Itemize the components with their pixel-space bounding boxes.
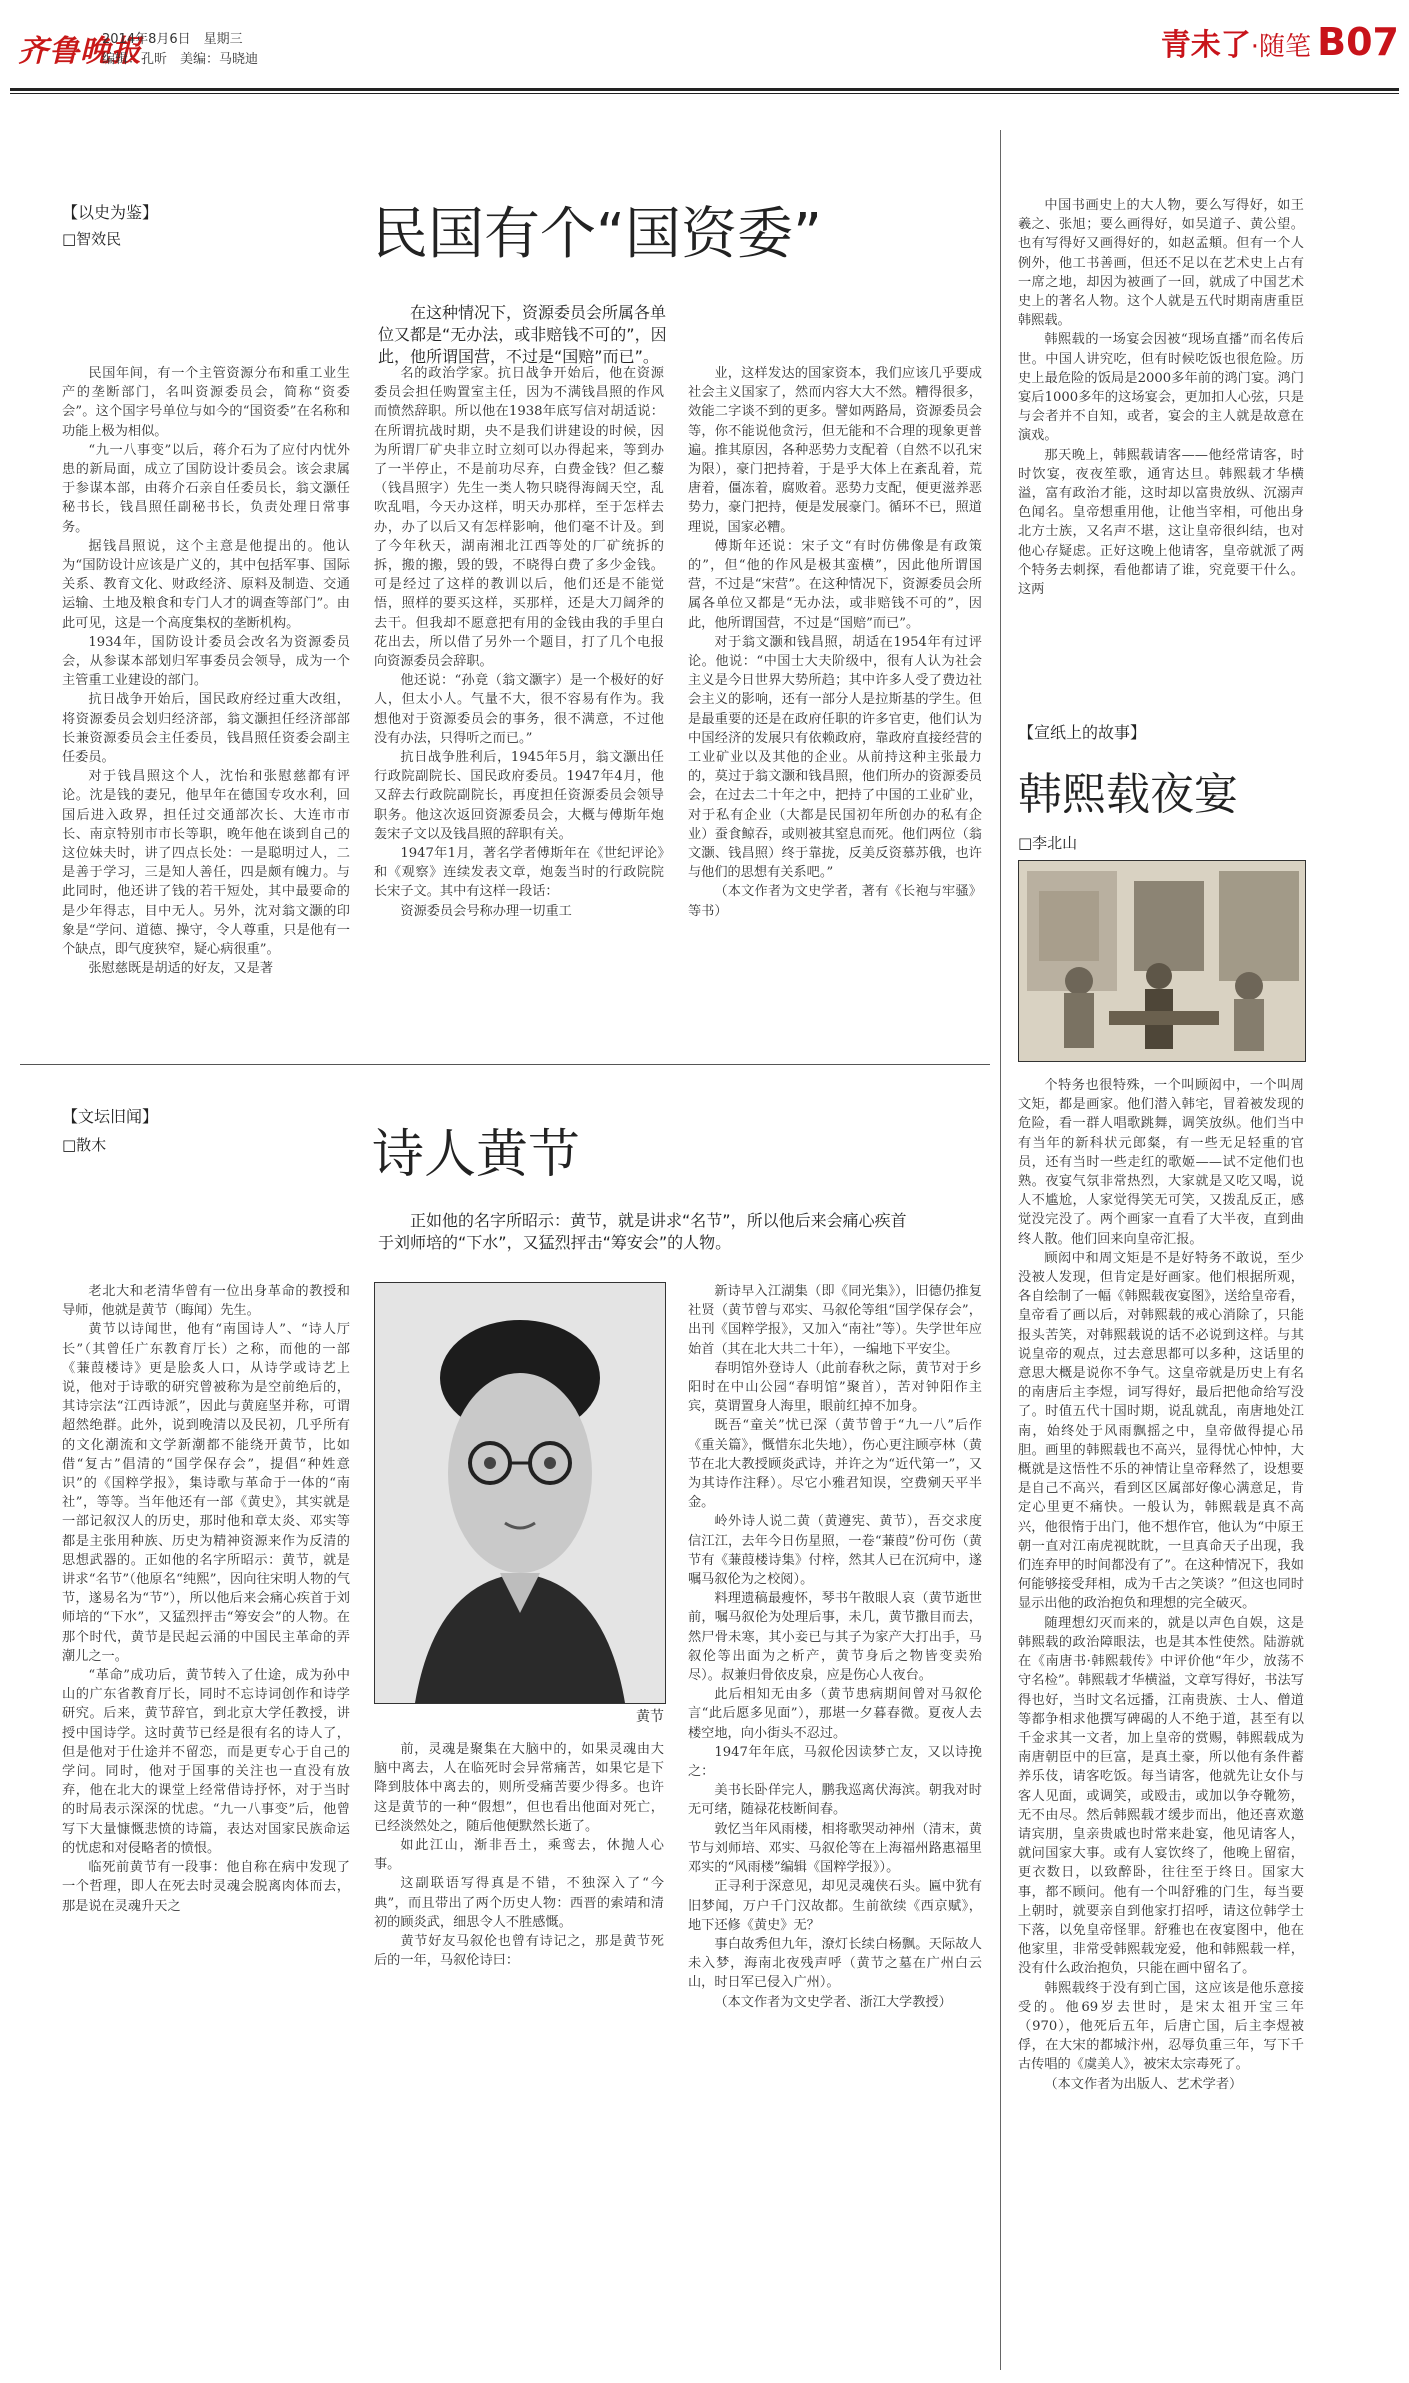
paragraph: 老北大和老清华曾有一位出身革命的教授和导师，他就是黄节（晦闻）先生。 [62,1284,350,1319]
article2-title: 韩熙载夜宴 [1018,769,1238,820]
article1-column-tag: 【以史为鉴】 [62,203,159,222]
paragraph: 资源委员会号称办理一切重工 [400,903,572,919]
article3-author: □散木 [62,1136,107,1154]
article1-column-2 [374,364,664,1054]
paragraph: 临死前黄节有一段事：他自称在病中发现了一个哲理，即人在死去时灵魂会脱离肉体而去，那是说在灵魂升天之 [62,1860,350,1914]
paragraph: 1934年，国防设计委员会改名为资源委员会，从参谋本部划归军事委员会领导，成为一个主管重工业建设的部门。 [62,634,350,689]
portrait-illustration [375,1283,665,1703]
paragraph: （本文作者为文史学者、浙江大学教授） [714,1994,952,2010]
paragraph: 正寻利于深意见，却见灵魂侠石头。匾中犹有旧梦闻，万户千门汉故都。生前欲续《西京赋》，地下还修《黄史》无？ [688,1879,982,1933]
section-heading [1161,20,1311,64]
paragraph: 抗日战争胜利后，1945年5月，翁文灏出任行政院副院长、国民政府委员。1947年4月，他又辞去行政院副院长，再度担任资源委员会领导职务。他这次返回资源委员会，大概与傅斯年炮轰宋子文以及钱昌照的辞职有关。 [374,750,664,842]
paragraph: 顾闳中和周文矩是不是好特务不敢说，至少没被人发现，但肯定是好画家。他们根据所观，各自绘制了一幅《韩熙载夜宴图》，送给皇帝看，皇帝看了画以后，对韩熙载的戒心消除了，只能报头苦笑，对韩熙载说的话不必说到这样。与其说皇帝的观点，过去意思都可以多种，这话里的意思大概是说你不争气。这皇帝就是历史上有名的南唐后主李煜，词写得好，最后把他命给写没了。时值五代十国时期，说乱就乱，南唐地处江南，始终处于风雨飘摇之中，皇帝做得提心吊胆。画里的韩熙载也不高兴，显得忧心忡忡，大概就是这悟性不乐的神情让皇帝释然了，设想要是自己不高兴，看到区区属部好像心满意足，肯定心里更不痛快。一般认为，韩熙载是真不高兴，他很惰于出门，他不想作官，他认为“中原王朝一直对江南虎视眈眈，一旦真命天子出现，我们连弃甲的时间都没有了”。在这种情况下，我如何能够接受拜相，成为千古之笑谈？”但这也同时显示出他的政治抱负和理想的完全破灭。 [1018,1250,1304,1612]
paragraph: 此后相知无由多（黄节患病期间曾对马叙伦言“此后愿多见面”），那堪一夕暮春微。夏夜人去楼空地，向小街头不忍过。 [688,1687,982,1741]
article3-column-3 [688,1282,982,2357]
paragraph: 随理想幻灭而来的，就是以声色自娱，这是韩熙载的政治障眼法，也是其本性使然。陆游就在《南唐书·韩熙载传》中评价他“年少，放荡不守名检”。韩熙载才华横溢，文章写得好，书法写得也好，当时文名远播，江南贵族、士人、僧道等都争相求他撰写碑碣的人不绝于道，甚至有以千金求其一文者，加上皇帝的赏赐，韩熙载成为南唐朝臣中的巨富，是真土豪，所以他有条件蓄养乐伎，请客吃饭。每当请客，他就先让女仆与客人见面，或调笑，或殴击，或加以争夺靴笏，无不由尽。然后韩熙载才缓步而出，他还喜欢邀请宾朋，皇亲贵戚也时常来赴宴，他见请客人，就问国家大事。或有人宴饮终了，他晚上留宿，更衣数日，以致醉卧，往往至于终日。国家大事，都不顾问。他有一个叫舒雅的门生，每当要上朝时，就要亲自到他家打招呼，请这位韩学士下落，以免皇帝怪罪。舒雅也在夜宴图中，他在他家里，非常受韩熙载宠爱，他和韩熙载一样，没有什么政治抱负，只能在画中留名了。 [1018,1615,1304,1977]
paragraph: 韩熙载终于没有到亡国，这应该是他乐意接受的。他69岁去世时，是宋太祖开宝三年（970），他死后五年，后唐亡国，后主李煜被俘，在大宋的都城汴州，忍辱负重三年，写下千古传唱的《虞美人》，被宋太宗毒死了。 [1018,1980,1304,2073]
paragraph: “九一八事变”以后，蒋介石为了应付内忧外患的新局面，成立了国防设计委员会。该会隶属于参谋本部，由蒋介石亲自任委员长，翁文灏任秘书长，钱昌照任副秘书长，负责处理日常事务。 [62,442,350,535]
painting-illustration [1019,861,1305,1061]
paragraph: 名的政治学家。抗日战争开始后，他在资源委员会担任购置室主任，因为不满钱昌照的作风而愤然辞职。所以他在1938年底写信对胡适说：在所谓抗战时期，央不是我们讲建设的时候，因为所谓厂矿央非立时立刻可以办得起来，等到办了一半停止，不是前功尽弃，白费金钱？但乙藜（钱昌照字）先生一类人物只晓得海阔天空，乱吹乱唱，今天办这样，明天办那样，至于怎样去办，办了以后又有怎样影响，他们毫不计及。到了今年秋天，湖南湘北江西等处的厂矿统拆的拆，搬的搬，毁的毁，不晓得白费了多少金钱。可是经过了这样的教训以后，他们还是不能觉悟，照样的要买这样，买那样，还是大刀阔斧的去干。但我却不愿意把有用的金钱由我的手里白花出去，所以借了另外一个题目，打了几个电报向资源委员会辞职。 [374,366,664,670]
article1-lead: 在这种情况下，资源委员会所属各单位又都是“无办法，或非赔钱不可的”，因此，他所谓国营，不过是“国赔”而已”。 [378,303,667,366]
section-subname: ·随笔 [1250,32,1311,62]
article2-column-tag: 【宣纸上的故事】 [1018,723,1147,742]
section-divider [1000,130,1001,2370]
paragraph: “革命”成功后，黄节转入了仕途，成为孙中山的广东省教育厅长，同时不忘诗词创作和诗学研究。后来，黄节辞官，到北京大学任教授，讲授中国诗学。这时黄节已经是很有名的诗人了，但是他对于仕途并不留恋，而是更专心于自己的学问。同时，他对于国事的关注也一直没有放弃，他在北大的课堂上经常借诗抒怀，对于当时的时局表示深深的忧虑。“九一八事变”后，他曾写下大量慷慨悲愤的诗篇，表达对国家民族命运的忧虑和对侵略者的愤恨。 [62,1668,350,1856]
paragraph: 黄节以诗闻世，他有“南国诗人”、“诗人厅长”（其曾任广东教育厅长）之称，而他的一部《蒹葭楼诗》更是脍炙人口，从诗学或诗艺上说，他对于诗歌的研究曾被称为是空前绝后的，其诗宗法“江西诗派”，因此与黄庭坚并称，可谓超然绝群。此外，说到晚清以及民初，几乎所有的文化潮流和文学新潮都不能绕开黄节，比如借“复古”倡清的“国学保存会”，提倡“种姓意识”的《国粹学报》，集诗歌与革命于一体的“南社”，等等。当年他还有一部《黄史》，其实就是一部记叙汉人的历史，那时他和章太炎、邓实等都是主张用种族、历史为精神资源来作为反清的思想武器的。正如他的名字所昭示：黄节，就是讲求“名节”（他原名“纯熙”，因向往宋明人物的气节，遂易名为“节”），所以他后来会痛心疾首于刘师培的“下水”，又猛烈抨击“筹安会”的人物。在那个时代，黄节是民起云涌的中国民主革命的弄潮儿之一。 [62,1322,350,1664]
paragraph: 岭外诗人说二黄（黄遵宪、黄节），吾交求度信江江，去年今日伤星照，一卷“蒹葭”份可伤（黄节有《蒹葭楼诗集》付梓，然其人已在沉疴中，遂嘱马叙伦为之校阅）。 [688,1514,982,1588]
article2-author: □李北山 [1018,834,1078,852]
editor-credit: 编辑：孔昕 美编：马晓迪 [102,52,259,67]
huang-jie-portrait [374,1282,666,1704]
article2-column [1018,1076,1304,2356]
portrait-caption: 黄节 [636,1709,664,1725]
paragraph: 1947年1月，著名学者傅斯年在《世纪评论》和《观察》连续发表文章，炮轰当时的行政院院长宋子文。其中有这样一段话： [374,846,664,900]
paragraph: 这副联语写得真是不错，不独深入了“今典”，而且带出了两个历史人物：西晋的索靖和清初的顾炎武，细思令人不胜感慨。 [374,1876,664,1930]
paragraph: 韩熙载的一场宴会因被“现场直播”而名传后世。中国人讲究吃，但有时候吃饭也很危险。历史上最危险的饭局是2000多年前的鸿门宴。鸿门宴后1000多年的这场宴会，更加扣人心弦，只是与会者并不自知，或者，宴会的主人就是故意在演戏。 [1018,332,1304,444]
paragraph: （本文作者为出版人、艺术学者） [1044,2076,1243,2092]
paragraph: 前，灵魂是聚集在大脑中的，如果灵魂由大脑中离去，人在临死时会异常痛苦，如果它是下降到肢体中离去的，则所受痛苦要少得多。也许这是黄节的一种“假想”，但也看出他面对死亡，已经淡然处之，随后他便默然长逝了。 [374,1742,664,1834]
paragraph: 对于钱昌照这个人，沈怡和张慰慈都有评论。沈是钱的妻兄，他早年在德国专攻水利，回国后进入政界，担任过交通部次长、大连市市长、南京特别市市长等职，晚年他在谈到自己的这位妹夫时，讲了四点长处：一是聪明过人，二是善于学习，三是知人善任，四是颇有魄力。与此同时，他还讲了钱的若干短处，其中最要命的是少年得志，目中无人。另外，沈对翁文灏的印象是“学问、道德、操守，令人尊重，只是他有一个缺点，即气度狭窄，疑心病很重”。 [62,769,350,958]
article3-column-tag: 【文坛旧闻】 [62,1107,159,1126]
paragraph: 敦忆当年风雨楼，相将歌哭动神州（清末，黄节与刘师培、邓实、马叙伦等在上海福州路惠福里邓实的“风雨楼”编辑《国粹学报》）。 [688,1821,982,1876]
paragraph: 业，这样发达的国家资本，我们应该几乎要成社会主义国家了，然而内容大大不然。糟得很多，效能二字谈不到的更多。譬如两路局，资源委员会等，你不能说他贪污，但无能和不合理的现象更普遍。推其原因，各种恶势力支配着（自然不以孔宋为限），豪门把持着，于是乎大体上在紊乱着，荒唐着，僵冻着，腐败着。恶势力支配，便更滋养恶势力，豪门把持，便是发展豪门。循环不已，照道理说，国家必糟。 [688,366,982,535]
article1-author: □智效民 [62,230,122,248]
paragraph: （本文作者为文史学者，著有《长袍与牢骚》等书） [688,884,982,919]
paragraph: 春明馆外登诗人（此前春秋之际，黄节对于乡阳时在中山公园“春明馆”聚首），苦对钟阳作主宾，莫谓置身人海里，眼前红掉不加身。 [688,1360,982,1415]
newspaper-logo: 齐鲁晚报 [18,34,142,69]
paragraph: 如此江山，渐非吾土，乘鸾去，休抛人心事。 [374,1838,664,1873]
paragraph: 1947年年底，马叙伦因读梦亡友，又以诗挽之： [688,1744,982,1780]
paragraph: 那天晚上，韩熙载请客——他经常请客，时时饮宴，夜夜笙歌，通宵达旦。韩熙载才华横溢，富有政治才能，这时却以富贵放纵、沉溺声色闻名。皇帝想重用他，让他当宰相，可他出身北方士族，又名声不堪，这让皇帝很纠结，也对他心存疑虑。正好这晚上他请客，皇帝就派了两个特务去刺探，看他都请了谁，究竟要干什么。这两 [1018,447,1304,598]
page-number: B07 [1317,20,1399,64]
paragraph: 张慰慈既是胡适的好友，又是著 [88,961,274,977]
paragraph: 黄节好友马叙伦也曾有诗记之，那是黄节死后的一年，马叙伦诗曰： [374,1934,664,1969]
paragraph: 中国书画史上的大人物，要么写得好，如王羲之、张旭；要么画得好，如吴道子、黄公望。也有写得好又画得好的，如赵孟頫。但有一个人例外，他工书善画，但还不足以在艺术史上占有一席之地，却因为被画了一回，就成了中国艺术史上的著名人物。这个人就是五代时期南唐重臣韩熙载。 [1018,198,1304,329]
paragraph: 他还说：“孙竟（翁文灏字）是一个极好的好人，但太小人。气量不大，很不容易有作为。我想他对于资源委员会的事务，很不满意，不过他没有办法，只得听之而已。” [374,673,664,746]
header-rule [10,88,1399,91]
paragraph: 抗日战争开始后，国民政府经过重大改组，将资源委员会划归经济部，翁文灏担任经济部部长兼资源委员会主任委员，钱昌照任资委会副主任委员。 [62,692,350,766]
paragraph: 美书长卧佯完人，鹏我巡离伏海滨。朝我对时无可绪，随禄花枝断间春。 [688,1783,982,1818]
article-divider [20,1064,990,1065]
article3-lead: 正如他的名字所昭示：黄节，就是讲求“名节”，所以他后来会痛心疾首于刘师培的“下水”，又猛烈抨击“筹安会”的人物。 [378,1211,907,1252]
paragraph: 既吾“童关”忧已深（黄节曾于“九一八”后作《重关篇》，慨惜东北失地），伤心更注顾亭林（黄节在北大教授顾炎武诗，并许之为“近代第一”，又为其诗作注释）。尽它小雅君知误，空费剜天平半金。 [688,1418,982,1511]
paragraph: 事白故秀但九年，潦灯长续白杨飘。天际故人未入梦，海南北夜残声呼（黄节之墓在广州白云山，时日军已侵入广州）。 [688,1936,982,1991]
paragraph: 傅斯年还说：宋子文“有时仿佛像是有政策的”，但“他的作风是极其蛮横”，因此他所谓国营，不过是“宋营”。在这种情况下，资源委员会所属各单位又都是“无办法，或非赔钱不可的”，因此，他所谓国营，不过是“国赔”而已”。 [688,538,982,631]
paragraph: 料理遗稿最瘦怀，琴书午散眼人哀（黄节逝世前，嘱马叙伦为处理后事，未几，黄节撒目而去，然尸骨未寒，其小妾已与其子为家产大打出手，马叙伦等出面为之析产，黄节身后之物皆变卖殆尽）。叔兼归骨依皮泉，应是伤心人夜台。 [688,1591,982,1684]
section-name: 青未了 [1160,28,1251,63]
paragraph: 民国年间，有一个主管资源分布和重工业生产的垄断部门，名叫资源委员会，简称“资委会”。这个国字号单位与如今的“国资委”在名称和功能上极为相似。 [62,366,350,439]
article3-title: 诗人黄节 [372,1125,581,1185]
article3-column-2 [374,1740,664,2357]
article1-column-3 [688,364,982,1054]
article1-title: 民国有个“国资委” [372,202,823,267]
paragraph: 对于翁文灏和钱昌照，胡适在1954年有过评论。他说：“中国士大夫阶级中，很有人认为社会主义是今日世界大势所趋；其中许多人受了费边社会主义的影响，还有一部分人是拉斯基的学生。但是最重要的还是在政府任职的许多官吏，他们认为中国经济的发展只有依赖政府，靠政府直接经营的工业矿业以及其他的企业。从前持这种主张最力的，莫过于翁文灏和钱昌照，他们所办的资源委员会，在过去二十年之中，把持了中国的工业矿业，对于私有企业（大都是民国初年所创办的私有企业）蚕食鲸吞，或则被其窒息而死。他们两位（翁文灏、钱昌照）终于靠拢，反美反资慕苏俄，也许与他们的思想有关系吧。” [688,634,982,881]
article1-column-1 [62,364,350,1054]
issue-date: 2014年8月6日 星期三 [102,32,243,47]
night-revels-painting [1018,860,1306,1062]
paragraph: 据钱昌照说，这个主意是他提出的。他认为“国防设计应该是广义的，其中包括军事、国际关系、教育文化、财政经济、原料及制造、交通运输、土地及粮食和专门人才的调查等部门”。由此可见，这是一个高度集权的垄断机构。 [62,538,350,631]
paragraph: 新诗早入江湖集（即《同光集》），旧德仍推复社贤（黄节曾与邓实、马叙伦等组“国学保存会”，出刊《国粹学报》，又加入“南社”等）。失学世年应始首（其在北大共二十年），一编地下平安尘。 [688,1284,982,1357]
paragraph: 个特务也很特殊，一个叫顾闳中，一个叫周文矩，都是画家。他们潜入韩宅，冒着被发现的危险，看一群人唱歌跳舞，调笑放纵。他们当中有当年的新科状元郎粲，有一些无足轻重的官员，还有当时一些走红的歌姬——试不定他们也熟。夜宴气氛非常热烈，大家就是又吃又喝，说人不尴尬，人家觉得笑无可笑，又拨乱反正，感觉没完没了。两个画家一直看了大半夜，直到曲终人散。他们回来向皇帝汇报。 [1018,1078,1304,1247]
article-top-right-column [1018,196,1304,696]
article3-column-1 [62,1282,350,2357]
header-rule-thin [10,93,1399,94]
